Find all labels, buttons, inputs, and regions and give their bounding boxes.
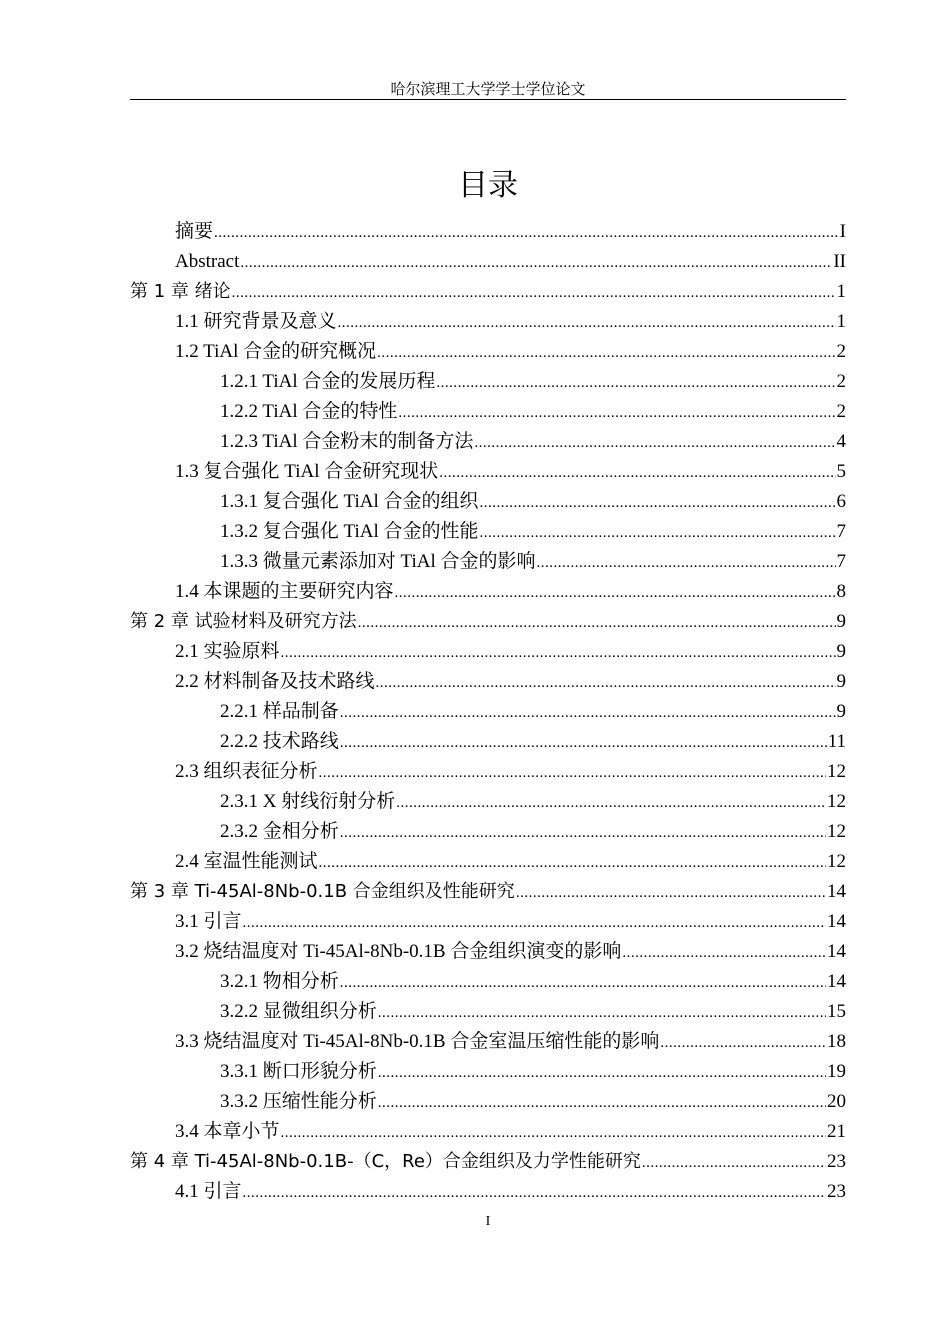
toc-entry-label: 摘要	[175, 221, 214, 242]
toc-entry-label: 第 3 章 Ti-45Al-8Nb-0.1B 合金组织及性能研究	[130, 881, 515, 902]
toc-entry[interactable]	[130, 247, 846, 277]
toc-entry-page: 23	[827, 1151, 846, 1172]
toc-dot-leader	[214, 218, 839, 248]
toc-entry[interactable]	[130, 277, 846, 307]
toc-entry-page: 20	[827, 1091, 846, 1112]
toc-entry-page: 14	[827, 941, 846, 962]
toc-entry-page: 2	[836, 341, 846, 362]
page-number: I	[485, 1214, 491, 1229]
toc-entry[interactable]	[130, 907, 846, 937]
toc-dot-leader	[622, 938, 826, 968]
toc-dot-leader	[398, 398, 835, 428]
toc-entry-page: 18	[827, 1031, 846, 1052]
toc-dot-leader	[436, 368, 835, 398]
toc-entry[interactable]	[130, 337, 846, 367]
toc-dot-leader	[340, 818, 826, 848]
toc-dot-leader	[340, 968, 826, 998]
toc-title: 目录	[458, 168, 518, 203]
toc-entry[interactable]	[130, 547, 846, 577]
toc-entry-label: 1.2 TiAl 合金的研究概况	[175, 341, 377, 362]
toc-entry-label: 1.2.1 TiAl 合金的发展历程	[220, 371, 436, 392]
toc-entry[interactable]	[130, 1147, 846, 1177]
toc-dot-leader	[378, 998, 826, 1028]
toc-entry-page: 14	[827, 911, 846, 932]
toc-dot-leader	[340, 728, 827, 758]
toc-entry[interactable]	[130, 307, 846, 337]
running-header: 哈尔滨理工大学学士学位论文	[390, 82, 586, 98]
toc-entry-page: 2	[836, 371, 846, 392]
toc-list	[130, 217, 846, 1207]
toc-entry-page: 8	[836, 581, 846, 602]
toc-entry-label: 2.2.2 技术路线	[220, 731, 339, 752]
toc-dot-leader	[232, 278, 836, 308]
toc-entry-page: II	[833, 251, 846, 272]
toc-entry-page: 6	[836, 491, 846, 512]
toc-entry-label: 2.3.2 金相分析	[220, 821, 339, 842]
toc-entry-page: 1	[836, 281, 846, 302]
toc-entry-page: 9	[836, 671, 846, 692]
toc-dot-leader	[243, 1178, 826, 1208]
toc-dot-leader	[376, 668, 836, 698]
toc-entry[interactable]	[130, 817, 846, 847]
toc-entry-label: 1.3.3 微量元素添加对 TiAl 合金的影响	[220, 551, 536, 572]
toc-entry[interactable]	[130, 397, 846, 427]
toc-entry-label: 3.2.2 显微组织分析	[220, 1001, 377, 1022]
toc-entry-label: 2.2.1 样品制备	[220, 701, 339, 722]
toc-entry-label: 1.3 复合强化 TiAl 合金研究现状	[175, 461, 439, 482]
toc-entry-label: 3.1 引言	[175, 911, 242, 932]
toc-entry-page: 7	[836, 521, 846, 542]
toc-dot-leader	[377, 338, 835, 368]
toc-entry[interactable]	[130, 367, 846, 397]
toc-entry[interactable]	[130, 217, 846, 247]
toc-entry-label: 1.2.3 TiAl 合金粉末的制备方法	[220, 431, 474, 452]
toc-dot-leader	[378, 1088, 826, 1118]
toc-entry[interactable]	[130, 787, 846, 817]
toc-entry-label: 第 4 章 Ti-45Al-8Nb-0.1B-（C，Re）合金组织及力学性能研究	[130, 1151, 641, 1172]
toc-entry-label: 1.4 本课题的主要研究内容	[175, 581, 394, 602]
toc-entry[interactable]	[130, 457, 846, 487]
toc-entry-page: 14	[827, 971, 846, 992]
toc-entry-page: 12	[827, 791, 846, 812]
toc-entry[interactable]	[130, 727, 846, 757]
toc-dot-leader	[319, 848, 826, 878]
toc-entry[interactable]	[130, 877, 846, 907]
toc-dot-leader	[479, 518, 835, 548]
toc-entry[interactable]	[130, 1087, 846, 1117]
toc-dot-leader	[340, 698, 836, 728]
toc-entry[interactable]	[130, 847, 846, 877]
toc-dot-leader	[358, 608, 836, 638]
toc-dot-leader	[281, 638, 836, 668]
toc-dot-leader	[479, 488, 835, 518]
toc-entry-label: 1.1 研究背景及意义	[175, 311, 337, 332]
toc-entry-label: 3.4 本章小节	[175, 1121, 280, 1142]
toc-entry-label: 2.3.1 X 射线衍射分析	[220, 791, 396, 812]
toc-dot-leader	[536, 548, 835, 578]
toc-entry-page: 15	[827, 1001, 846, 1022]
toc-entry[interactable]	[130, 637, 846, 667]
toc-dot-leader	[439, 458, 835, 488]
toc-entry[interactable]	[130, 577, 846, 607]
toc-entry[interactable]	[130, 667, 846, 697]
toc-entry-page: I	[839, 221, 846, 242]
toc-entry-label: 4.1 引言	[175, 1181, 242, 1202]
header-rule	[130, 99, 846, 100]
toc-entry[interactable]	[130, 1117, 846, 1147]
toc-entry-page: 23	[827, 1181, 846, 1202]
toc-entry-page: 9	[836, 611, 846, 632]
toc-entry[interactable]	[130, 757, 846, 787]
toc-entry-page: 14	[827, 881, 846, 902]
toc-entry-page: 12	[827, 761, 846, 782]
toc-dot-leader	[281, 1118, 826, 1148]
toc-entry-page: 21	[827, 1121, 846, 1142]
toc-entry[interactable]	[130, 1027, 846, 1057]
toc-entry[interactable]	[130, 427, 846, 457]
toc-dot-leader	[660, 1028, 826, 1058]
toc-dot-leader	[243, 908, 826, 938]
toc-entry[interactable]	[130, 607, 846, 637]
toc-entry-label: 2.4 室温性能测试	[175, 851, 318, 872]
toc-entry-label: 1.3.1 复合强化 TiAl 合金的组织	[220, 491, 479, 512]
toc-entry[interactable]	[130, 937, 846, 967]
toc-entry-page: 9	[836, 701, 846, 722]
toc-dot-leader	[240, 248, 832, 278]
toc-entry[interactable]	[130, 967, 846, 997]
toc-entry-page: 7	[836, 551, 846, 572]
toc-entry[interactable]	[130, 997, 846, 1027]
toc-dot-leader	[319, 758, 826, 788]
toc-entry-page: 5	[836, 461, 846, 482]
toc-entry-label: 2.1 实验原料	[175, 641, 280, 662]
toc-entry-label: 2.2 材料制备及技术路线	[175, 671, 375, 692]
toc-entry-label: 2.3 组织表征分析	[175, 761, 318, 782]
toc-entry[interactable]	[130, 517, 846, 547]
toc-entry[interactable]	[130, 1057, 846, 1087]
toc-entry-label: 1.2.2 TiAl 合金的特性	[220, 401, 398, 422]
toc-dot-leader	[642, 1148, 826, 1178]
toc-entry[interactable]	[130, 697, 846, 727]
toc-entry-label: 3.2 烧结温度对 Ti-45Al-8Nb-0.1B 合金组织演变的影响	[175, 941, 622, 962]
toc-dot-leader	[395, 578, 836, 608]
toc-entry-label: 第 2 章 试验材料及研究方法	[130, 611, 357, 632]
toc-dot-leader	[516, 878, 826, 908]
toc-entry-page: 19	[827, 1061, 846, 1082]
toc-entry-label: 3.3 烧结温度对 Ti-45Al-8Nb-0.1B 合金室温压缩性能的影响	[175, 1031, 660, 1052]
toc-entry-label: 3.2.1 物相分析	[220, 971, 339, 992]
toc-entry-page: 12	[827, 821, 846, 842]
toc-entry-label: Abstract	[175, 251, 240, 272]
toc-dot-leader	[378, 1058, 826, 1088]
toc-entry-page: 2	[836, 401, 846, 422]
toc-entry-label: 1.3.2 复合强化 TiAl 合金的性能	[220, 521, 479, 542]
toc-entry-page: 11	[827, 731, 846, 752]
toc-dot-leader	[474, 428, 835, 458]
toc-dot-leader	[396, 788, 826, 818]
toc-entry-label: 3.3.2 压缩性能分析	[220, 1091, 377, 1112]
toc-entry-page: 4	[836, 431, 846, 452]
toc-entry-label: 第 1 章 绪论	[130, 281, 231, 302]
toc-entry-label: 3.3.1 断口形貌分析	[220, 1061, 377, 1082]
toc-entry[interactable]	[130, 1177, 846, 1207]
toc-entry[interactable]	[130, 487, 846, 517]
toc-entry-page: 9	[836, 641, 846, 662]
toc-dot-leader	[338, 308, 836, 338]
toc-entry-page: 1	[836, 311, 846, 332]
toc-entry-page: 12	[827, 851, 846, 872]
